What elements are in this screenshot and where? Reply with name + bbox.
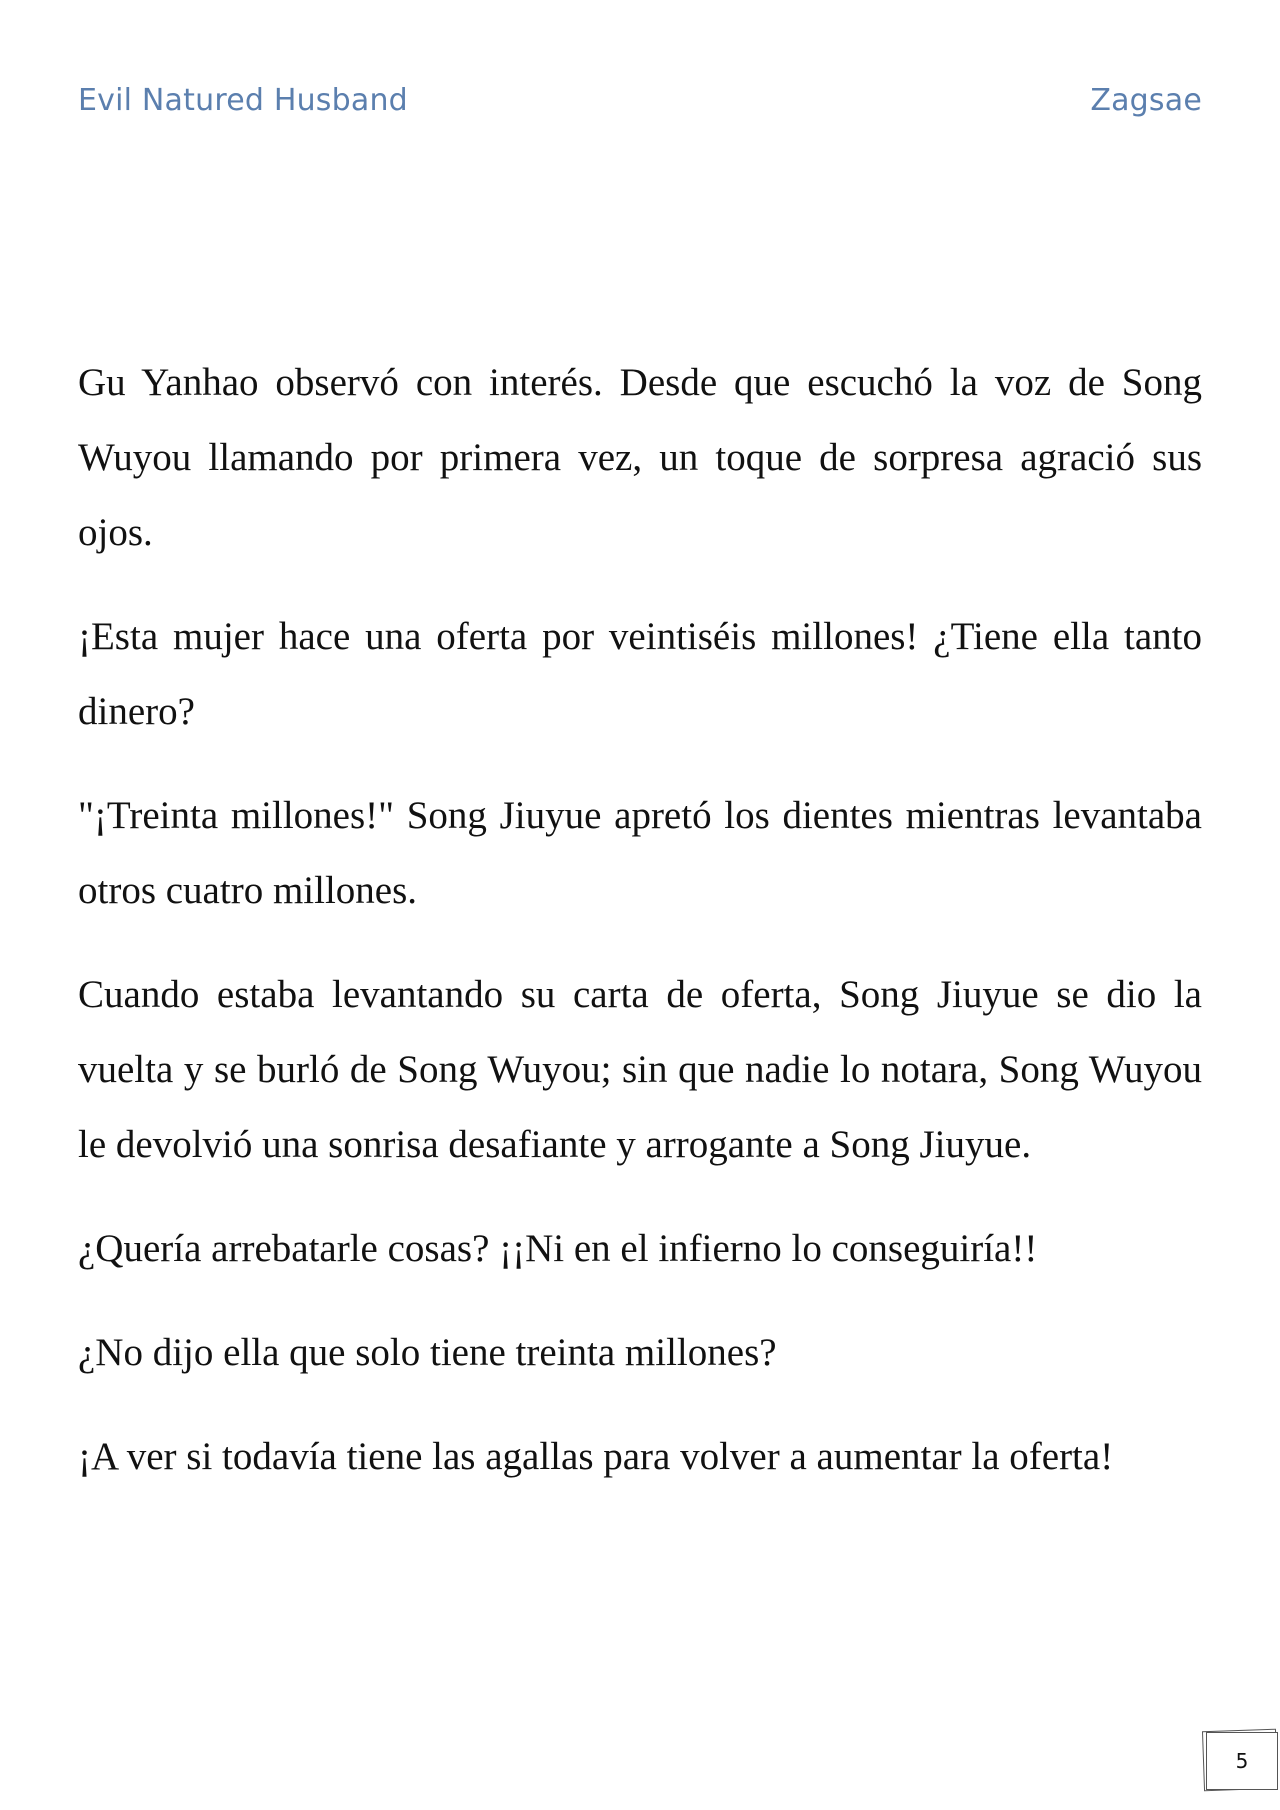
book-title: Evil Natured Husband — [78, 82, 408, 118]
paragraph: "¡Treinta millones!" Song Jiuyue apretó los dientes mientras levantaba otros cuatro millones. — [78, 794, 1202, 912]
paragraph: ¡A ver si todavía tiene las agallas para volver a aumentar la oferta! — [78, 1435, 1114, 1478]
paragraph: ¿No dijo ella que solo tiene treinta millones? — [78, 1331, 777, 1374]
page-number-sheet — [1206, 1732, 1278, 1790]
page-number-box — [1200, 1728, 1278, 1790]
paragraph: Gu Yanhao observó con interés. Desde que escuchó la voz de Song Wuyou llamando por primera vez, un toque de sorpresa agració sus ojos. — [78, 361, 1202, 554]
paragraph: Cuando estaba levantando su carta de oferta, Song Jiuyue se dio la vuelta y se burló de Song Wuyou; sin que nadie lo notara, Song Wuyou le devolvió una sonrisa desafiante y arrogante a Song Jiuyue. — [78, 973, 1202, 1166]
page-header — [78, 80, 1202, 120]
paragraph: ¡Esta mujer hace una oferta por veintiséis millones! ¿Tiene ella tanto dinero? — [78, 615, 1202, 733]
page-number: 5 — [1235, 1749, 1249, 1773]
translator-name: Zagsae — [1090, 82, 1202, 118]
paragraph: ¿Quería arrebatarle cosas? ¡¡Ni en el infierno lo conseguiría!! — [78, 1227, 1038, 1270]
document-body — [78, 345, 1202, 1523]
